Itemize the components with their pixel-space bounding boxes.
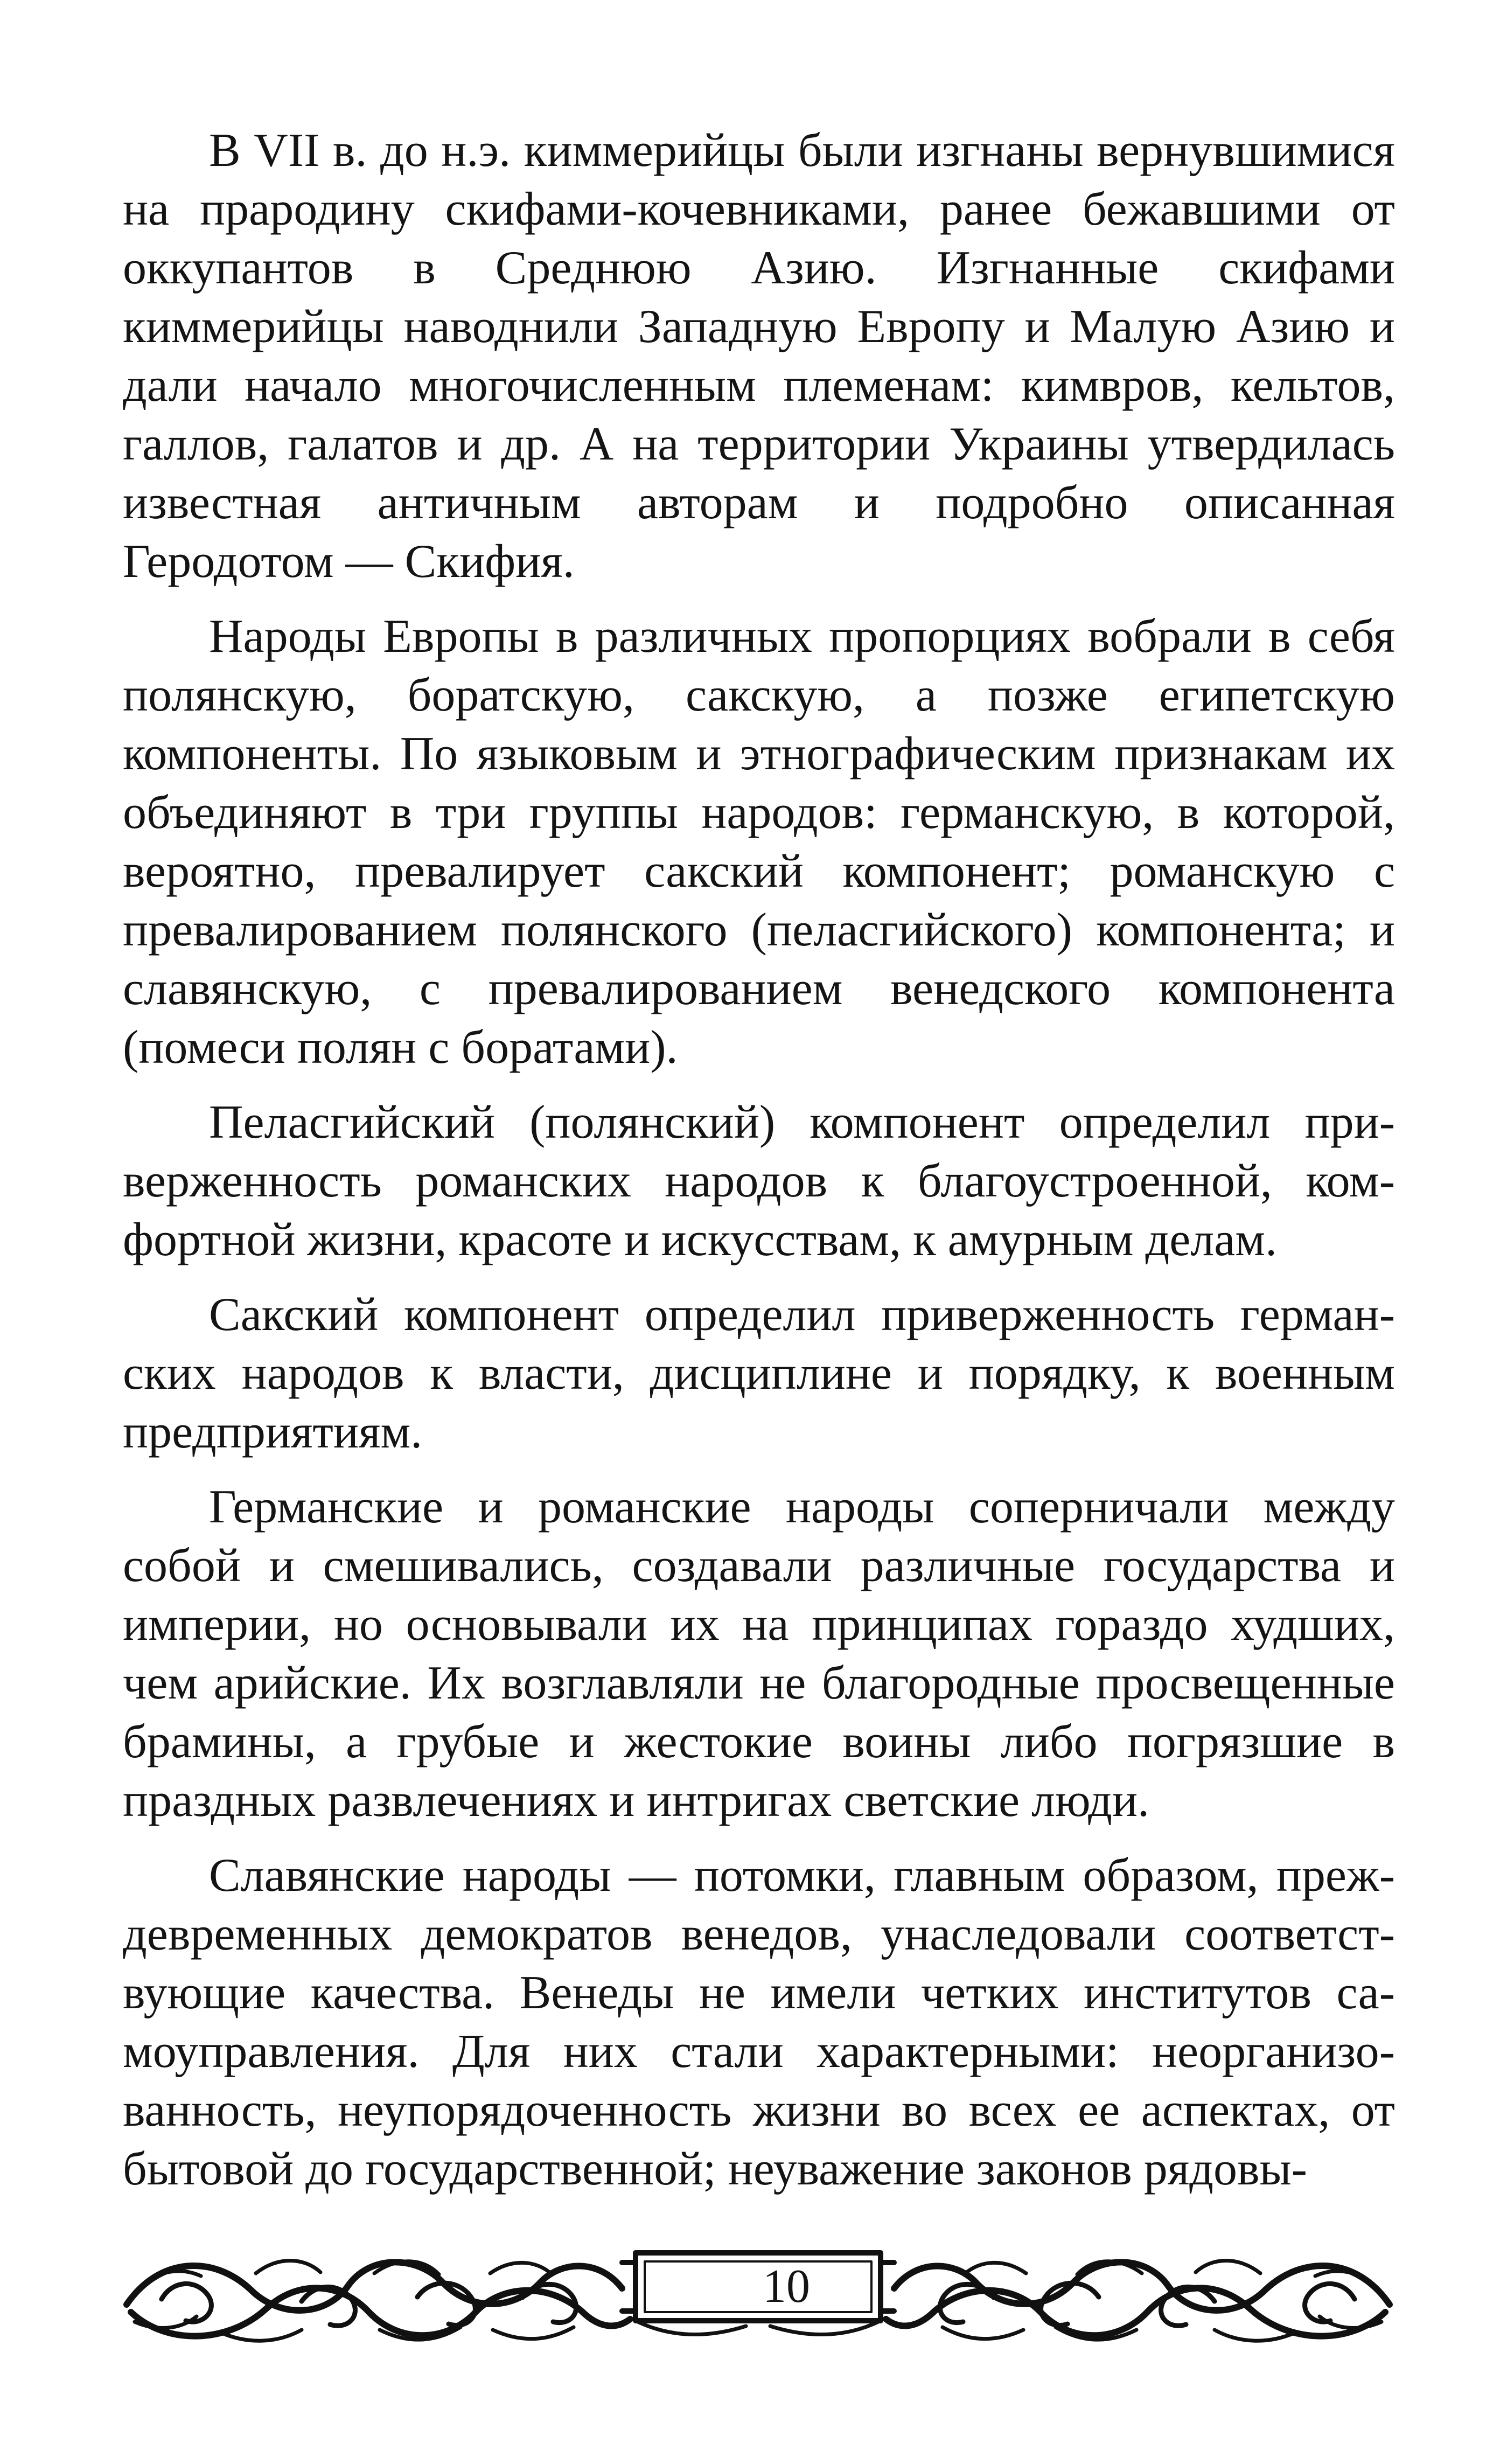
book-page-text: [123, 121, 1395, 2215]
paragraph-pelasgian-component: Пеласгийский (полянский) компонент определил приверженность романских народов к благоустроенной, комфортной жизни, красоте и искусствам, к амурным делам.: [123, 1096, 1395, 1266]
paragraph-germanic-romance: Германские и романские народы соперничали между собой и смешивались, создавали различные государства и империи, но основывали их на принципах гораздо худших, чем арийские. Их возглавляли не благородные просвещенные брамины, а грубые и жестокие воины либо погрязшие в праздных развлечениях и интригах светские люди.: [123, 1481, 1395, 1827]
paragraph-peoples-of-europe: Народы Европы в различных пропорциях вобрали в себя полянскую, боратскую, сакскую, а позже египетскую компоненты. По языковым и этнографическим признакам их объединяют в три группы народов: германскую, в которой, вероятно, превалирует сакский компонент; романскую с превалированием полянского (пеласгийского) компонента; и славянскую, с превалированием венедского компонента (помеси полян с боратами).: [123, 610, 1395, 1074]
paragraph-cimmerians: В VII в. до н.э. киммерийцы были изгнаны вернувшимися на прародину скифами-кочевниками, ранее бежавшими от оккупантов в Среднюю Азию. Изгнанные скифами киммерийцы наводнили Западную Европу и Малую Азию и дали начало многочисленным племенам: кимвров, кельтов, галлов, галатов и др. А на территории Украины утвердилась известная античным авторам и подробно описанная Геродотом — Скифия.: [123, 124, 1395, 588]
page-footer: [116, 2241, 1400, 2357]
paragraph-saka-component: Сакский компонент определил приверженность германских народов к власти, дисциплине и порядку, к военным предприятиям.: [123, 1289, 1395, 1458]
page-number: 10: [763, 2260, 810, 2313]
paragraph-slavic-peoples: Славянские народы — потомки, главным образом, преждевременных демократов венедов, унаследовали соответствующие качества. Венеды не имели четких институтов самоуправления. Для них стали характерными: неорганизованность, неупорядоченность жизни во всех ее аспектах, от бытовой до государственной; неуважение законов рядовы-: [123, 1849, 1395, 2195]
